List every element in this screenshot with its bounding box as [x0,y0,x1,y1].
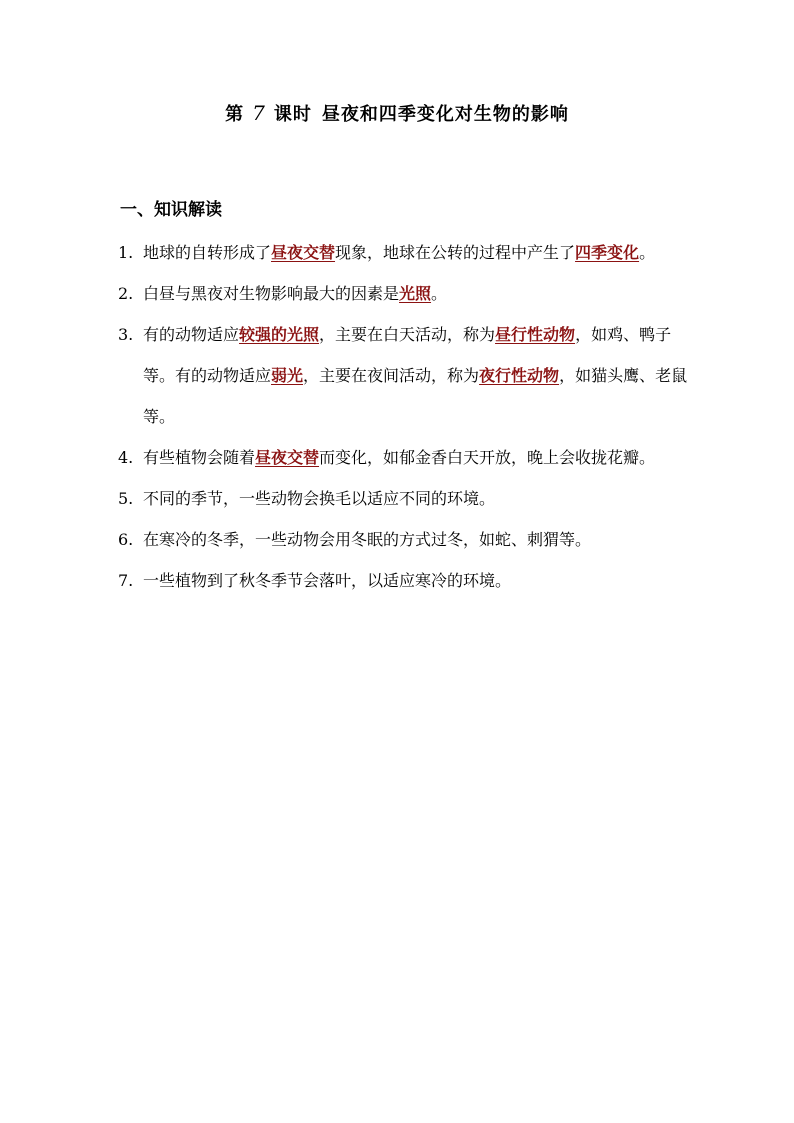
item-text-segment: 地球的自转形成了 [143,243,272,262]
item-index: 2. [118,284,134,303]
lesson-number: 7 [252,101,266,125]
item-text-segment: 一些植物到了秋冬季节会落叶，以适应寒冷的环境。 [143,571,512,590]
item-text-segment: ，如猫头鹰、老鼠等。 [143,366,688,426]
answer-term: 昼夜交替 [271,243,336,262]
item-index: 1. [118,243,134,262]
answer-term: 光照 [399,284,432,303]
item-text [143,560,688,601]
item-text [143,519,688,560]
answer-term: 较强的光照 [239,325,320,344]
section-heading: 一、知识解读 [120,200,222,220]
list-item [118,314,688,437]
item-text-segment: 白昼与黑夜对生物影响最大的因素是 [143,284,400,303]
item-text [143,273,688,314]
item-text [143,478,688,519]
item-text [143,232,688,273]
item-index: 6. [118,530,134,549]
item-text-segment: 。 [431,284,448,303]
item-index: 3. [118,325,134,344]
title-topic: 昼夜和四季变化对生物的影响 [321,104,569,125]
answer-term: 昼夜交替 [255,448,320,467]
answer-term: 弱光 [271,366,304,385]
title-prefix: 第 [225,104,245,125]
answer-term: 夜行性动物 [479,366,560,385]
item-index: 5. [118,489,134,508]
item-text-segment: ，主要在夜间活动，称为 [303,366,480,385]
page-title [0,100,794,126]
item-text-segment: 现象，地球在公转的过程中产生了 [335,243,576,262]
answer-term: 昼行性动物 [495,325,576,344]
item-text-segment: 有的动物适应 [143,325,240,344]
item-text-segment: 有些植物会随着 [143,448,256,467]
list-item [118,478,688,519]
item-text-segment: 在寒冷的冬季，一些动物会用冬眠的方式过冬，如蛇、刺猬等。 [143,530,592,549]
knowledge-list [118,232,688,601]
item-text-segment: 。 [639,243,656,262]
item-text [143,437,688,478]
item-text-segment: 而变化，如郁金香白天开放，晚上会收拢花瓣。 [319,448,656,467]
item-text [143,314,688,437]
list-item [118,273,688,314]
list-item [118,560,688,601]
title-suffix: 课时 [273,104,312,125]
list-item [118,437,688,478]
item-text-segment: ，如鸡、鸭子等。有的动物适应 [143,325,672,385]
list-item [118,232,688,273]
item-index: 7. [118,571,134,590]
list-item [118,519,688,560]
item-text-segment: 不同的季节，一些动物会换毛以适应不同的环境。 [143,489,496,508]
answer-term: 四季变化 [575,243,640,262]
item-text-segment: ，主要在白天活动，称为 [319,325,496,344]
item-index: 4. [118,448,134,467]
